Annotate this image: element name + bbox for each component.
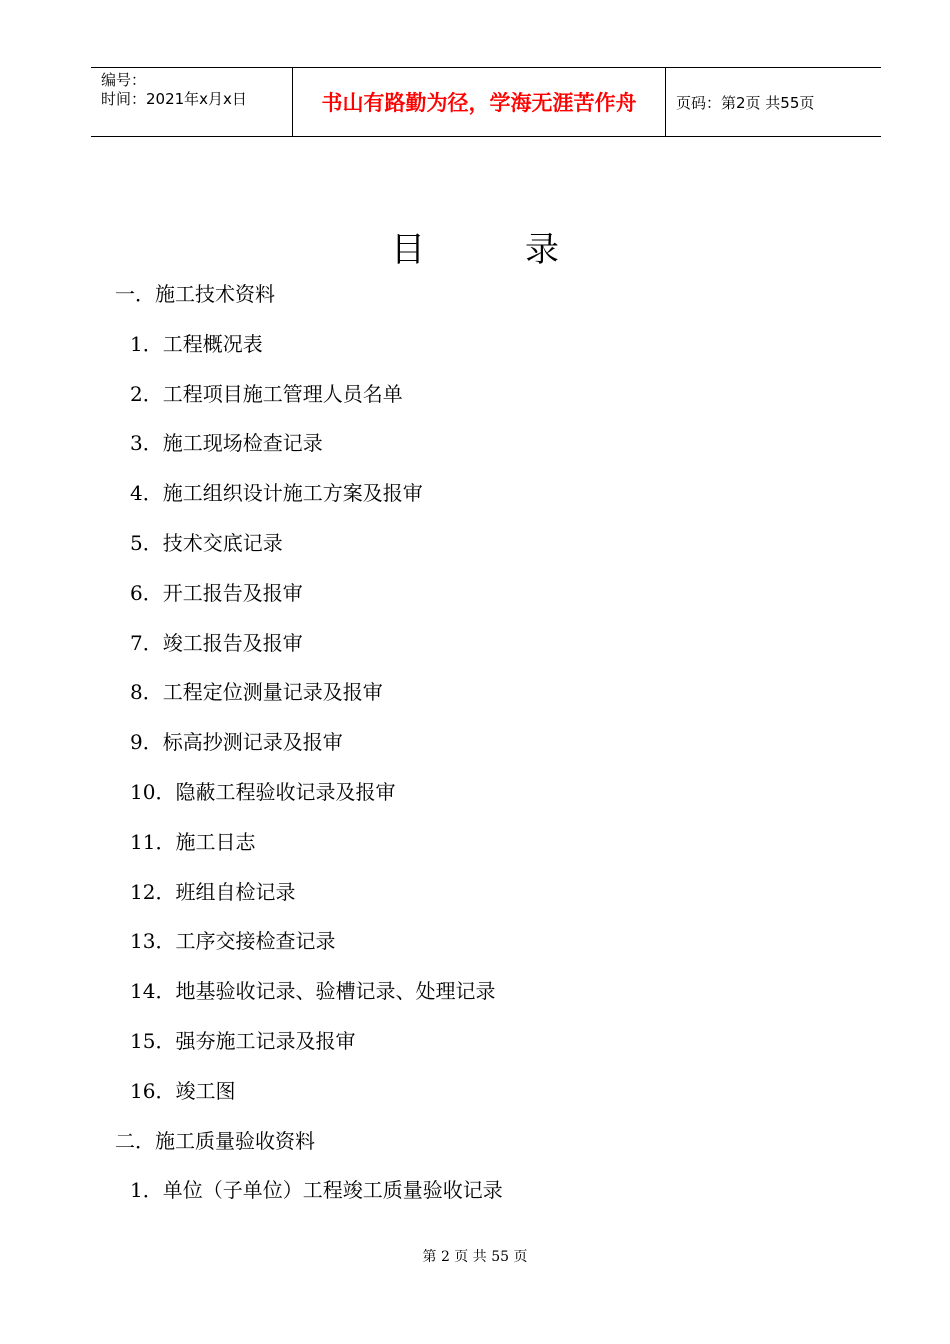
toc-item: 16．竣工图 xyxy=(130,1079,236,1103)
toc-item: 1．单位（子单位）工程竣工质量验收记录 xyxy=(130,1178,503,1202)
toc-item: 2．工程项目施工管理人员名单 xyxy=(130,382,403,406)
header-page-info: 页码：第2页 共55页 xyxy=(676,93,815,112)
document-number-label: 编号： xyxy=(101,71,147,89)
header-meta xyxy=(91,68,293,136)
header-motto: 书山有路勤为径，学海无涯苦作舟 xyxy=(293,68,666,136)
toc-item: 15．强夯施工记录及报审 xyxy=(130,1029,356,1053)
toc-item: 1．工程概况表 xyxy=(130,332,263,356)
toc-title: 目录 xyxy=(391,230,659,270)
page-header xyxy=(91,67,881,137)
toc-item: 11．施工日志 xyxy=(130,830,256,854)
toc-item: 4．施工组织设计施工方案及报审 xyxy=(130,481,423,505)
toc-section: 一．施工技术资料 xyxy=(115,282,275,306)
toc-item: 9．标高抄测记录及报审 xyxy=(130,730,343,754)
toc-item: 14．地基验收记录、验槽记录、处理记录 xyxy=(130,979,496,1003)
toc-item: 12．班组自检记录 xyxy=(130,880,296,904)
toc-item: 3．施工现场检查记录 xyxy=(130,431,323,455)
toc-item: 7．竣工报告及报审 xyxy=(130,631,303,655)
toc-item: 10．隐蔽工程验收记录及报审 xyxy=(130,780,396,804)
toc-section: 二．施工质量验收资料 xyxy=(115,1129,315,1153)
toc-item: 5．技术交底记录 xyxy=(130,531,283,555)
toc-item: 13．工序交接检查记录 xyxy=(130,929,336,953)
toc-item: 6．开工报告及报审 xyxy=(130,581,303,605)
page-footer: 第 2 页 共 55 页 xyxy=(422,1249,528,1265)
document-time-label: 时间：2021年x月x日 xyxy=(101,90,247,108)
toc-item: 8．工程定位测量记录及报审 xyxy=(130,680,383,704)
